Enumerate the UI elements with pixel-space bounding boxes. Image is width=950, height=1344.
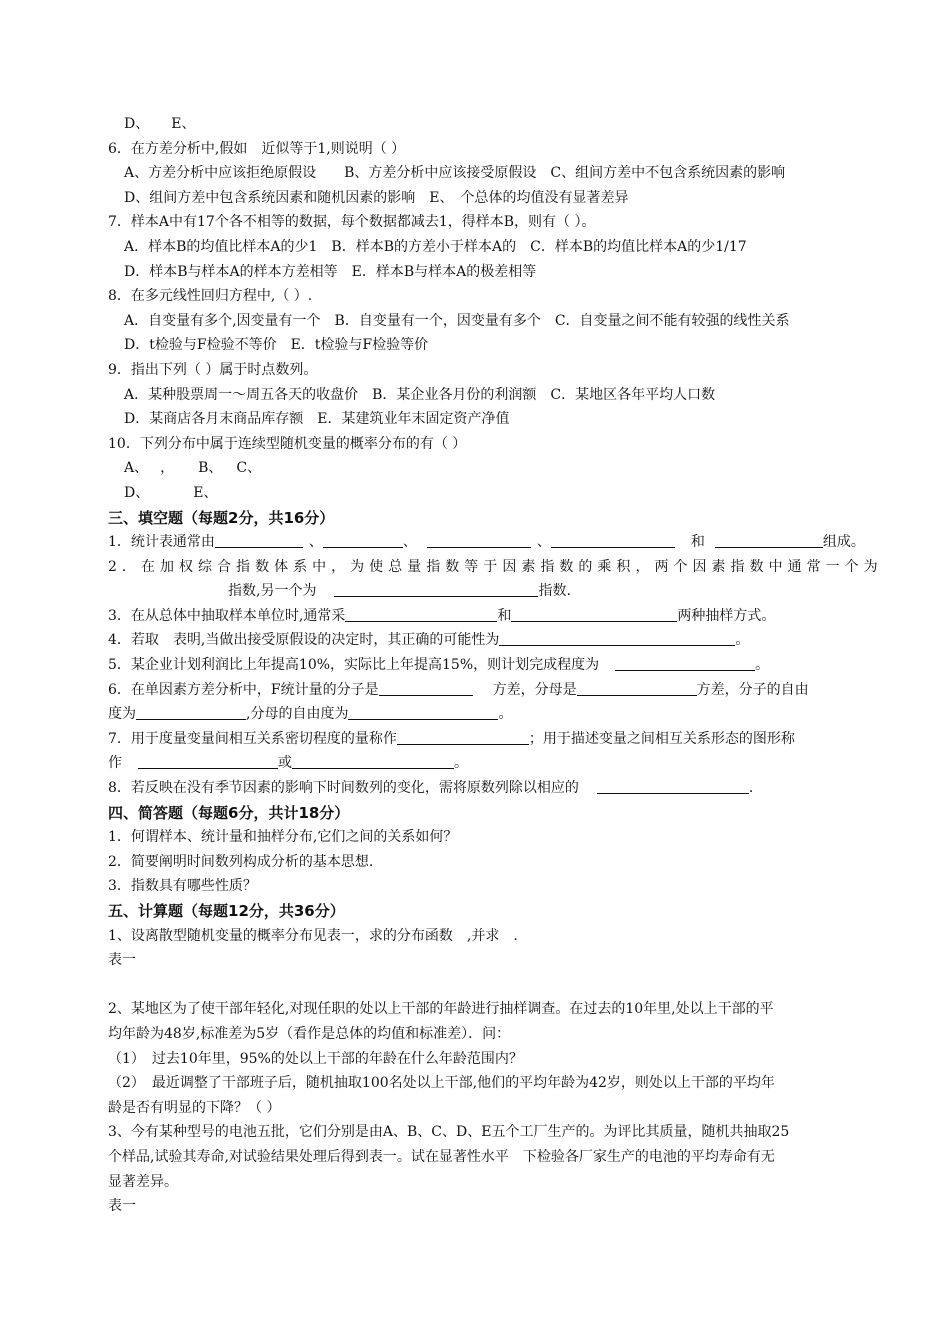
fill-blank-4[interactable] — [499, 630, 735, 646]
fill-q7-line2: 作 或 。 — [108, 755, 468, 772]
calc-q3-line1: 3、今有某种型号的电池五批，它们分别是由A、B、C、D、E五个工厂生产的。为评比其质量，随机共抽取25 — [108, 1124, 790, 1141]
q10-option-e: E、 — [193, 484, 218, 501]
q10-option-d: D、 — [124, 484, 150, 501]
q10-option-a: A、 — [124, 460, 149, 477]
fill-blank-1b[interactable] — [323, 532, 403, 548]
q10-option-comma: ， — [160, 460, 175, 477]
fill-blank-7b[interactable] — [138, 753, 278, 769]
q10-options-1 — [108, 456, 878, 481]
fill-blank-6c[interactable] — [136, 704, 246, 720]
fill-q4: 4．若取 表明,当做出接受原假设的决定时，其正确的可能性为 。 — [108, 632, 750, 649]
q6-stem: 6．在方差分析中,假如 近似等于1,则说明（ ） — [108, 140, 406, 157]
q10-stem: 10．下列分布中属于连续型随机变量的概率分布的有（ ） — [108, 435, 467, 452]
calc-q2-line1: 2、某地区为了使干部年轻化,对现任职的处以上干部的年龄进行抽样调查。在过去的10年里,处以上干部的平 — [108, 1001, 774, 1018]
fill-blank-8[interactable] — [597, 778, 749, 794]
q8-stem: 8．在多元线性回归方程中,（ ）. — [108, 288, 313, 305]
fill-blank-5[interactable] — [615, 655, 755, 671]
section5-title: 五、计算题（每题12分，共36分） — [108, 902, 345, 920]
fill-q3: 3．在从总体中抽取样本单位时,通常采 和 两种抽样方式。 — [108, 607, 776, 624]
q7-options-1: A．样本B的均值比样本A的少1 B．样本B的方差小于样本A的 C．样本B的均值比样本A的少1/17 — [124, 238, 747, 255]
fill-blank-3a[interactable] — [345, 606, 497, 622]
section3-title: 三、填空题（每题2分，共16分） — [108, 508, 335, 527]
fill-blank-1d[interactable] — [551, 532, 675, 548]
section4-title: 四、简答题（每题6分，共计18分） — [108, 803, 350, 822]
q5-option-d: D、 — [124, 116, 150, 132]
short-q3: 3．指数具有哪些性质？ — [108, 878, 257, 895]
fill-q1: 1．统计表通常由 、 、 、 和 组成。 — [108, 534, 865, 551]
fill-blank-2[interactable] — [334, 581, 538, 597]
q6-options-1: A、方差分析中应该拒绝原假设 B、方差分析中应该接受原假设 C、组间方差中不包含系统因素的影响 — [124, 165, 786, 182]
calc-q1-table-label: 表一 — [108, 952, 136, 969]
fill-blank-6b[interactable] — [577, 680, 697, 696]
fill-q5: 5．某企业计划利润比上年提高10%，实际比上年提高15%，则计划完成程度为 。 — [108, 657, 770, 674]
q8-options-2: D．t检验与F检验不等价 E．t检验与F检验等价 — [124, 337, 429, 354]
fill-blank-7c[interactable] — [292, 753, 454, 769]
fill-blank-6a[interactable] — [379, 680, 473, 696]
fill-q6-line1: 6．在单因素方差分析中，F统计量的分子是 方差，分母是 方差，分子的自由 — [108, 681, 809, 698]
exam-page — [108, 112, 878, 1219]
fill-q2-line2: 指数,另一个为 指数. — [228, 583, 571, 600]
q10-option-b: B、 — [198, 460, 223, 477]
table-placeholder-gap — [108, 973, 878, 998]
q7-options-2: D．样本B与样本A的样本方差相等 E．样本B与样本A的极差相等 — [124, 263, 537, 280]
q10-options-2 — [108, 481, 878, 506]
short-q2: 2．简要阐明时间数列构成分析的基本思想. — [108, 853, 374, 870]
fill-q2-line1: 2．在加权综合指数体系中，为使总量指数等于因素指数的乘积，两个因素指数中通常一个为 — [108, 558, 878, 575]
fill-blank-1e[interactable] — [715, 532, 823, 548]
calc-q3-table-label: 表一 — [108, 1198, 136, 1215]
calc-q3-line3: 显著差异。 — [108, 1173, 178, 1190]
fill-blank-1a[interactable] — [215, 532, 303, 548]
fill-q8: 8．若反映在没有季节因素的影响下时间数列的变化，需将原数列除以相应的 . — [108, 780, 754, 797]
fill-blank-7a[interactable] — [397, 729, 529, 745]
fill-q6-line2: 度为 ,分母的自由度为 。 — [108, 706, 513, 723]
calc-q2-sub1: （1） 过去10年里，95%的处以上干部的年龄在什么年龄范围内？ — [108, 1050, 523, 1067]
calc-q2-line2: 均年龄为48岁,标准差为5岁（看作是总体的均值和标准差）．问： — [108, 1025, 511, 1042]
q9-options-1: A．某种股票周一～周五各天的收盘价 B．某企业各月份的利润额 C．某地区各年平均人口数 — [124, 386, 716, 403]
q9-stem: 9．指出下列（ ）属于时点数列。 — [108, 361, 318, 378]
fill-blank-6d[interactable] — [348, 704, 498, 720]
q9-options-2: D．某商店各月末商品库存额 E．某建筑业年末固定资产净值 — [124, 411, 510, 428]
q7-stem: 7．样本A中有17个各不相等的数据，每个数据都减去1，得样本B，则有（ ）。 — [108, 214, 596, 231]
fill-q7-line1: 7．用于度量变量间相互关系密切程度的量称作 ；用于描述变量之间相互关系形态的图形称 — [108, 730, 795, 747]
calc-q2-sub2-line1: （2） 最近调整了干部班子后，随机抽取100名处以上干部,他们的平均年龄为42岁，则处以上干部的平均年 — [108, 1075, 775, 1092]
q5-options-line — [108, 112, 878, 137]
fill-blank-1c[interactable] — [427, 532, 531, 548]
q8-options-1: A．自变量有多个,因变量有一个 B．自变量有一个，因变量有多个 C．自变量之间不能有较强的线性关系 — [124, 312, 790, 329]
short-q1: 1．何谓样本、统计量和抽样分布,它们之间的关系如何？ — [108, 829, 458, 846]
q6-options-2: D、组间方差中包含系统因素和随机因素的影响 E、 个总体的均值没有显著差异 — [124, 189, 629, 206]
calc-q2-sub2-line2: 龄是否有明显的下降？（ ） — [108, 1099, 281, 1116]
q10-option-c: C、 — [236, 460, 262, 477]
q5-option-e: E、 — [171, 116, 196, 132]
calc-q1: 1、设离散型随机变量的概率分布见表一，求的分布函数 ,并求 . — [108, 927, 518, 944]
calc-q3-line2: 个样品,试验其寿命,对试验结果处理后得到表一。试在显著性水平 下检验各厂家生产的电池的平均寿命有无 — [108, 1148, 775, 1165]
fill-blank-3b[interactable] — [511, 606, 677, 622]
